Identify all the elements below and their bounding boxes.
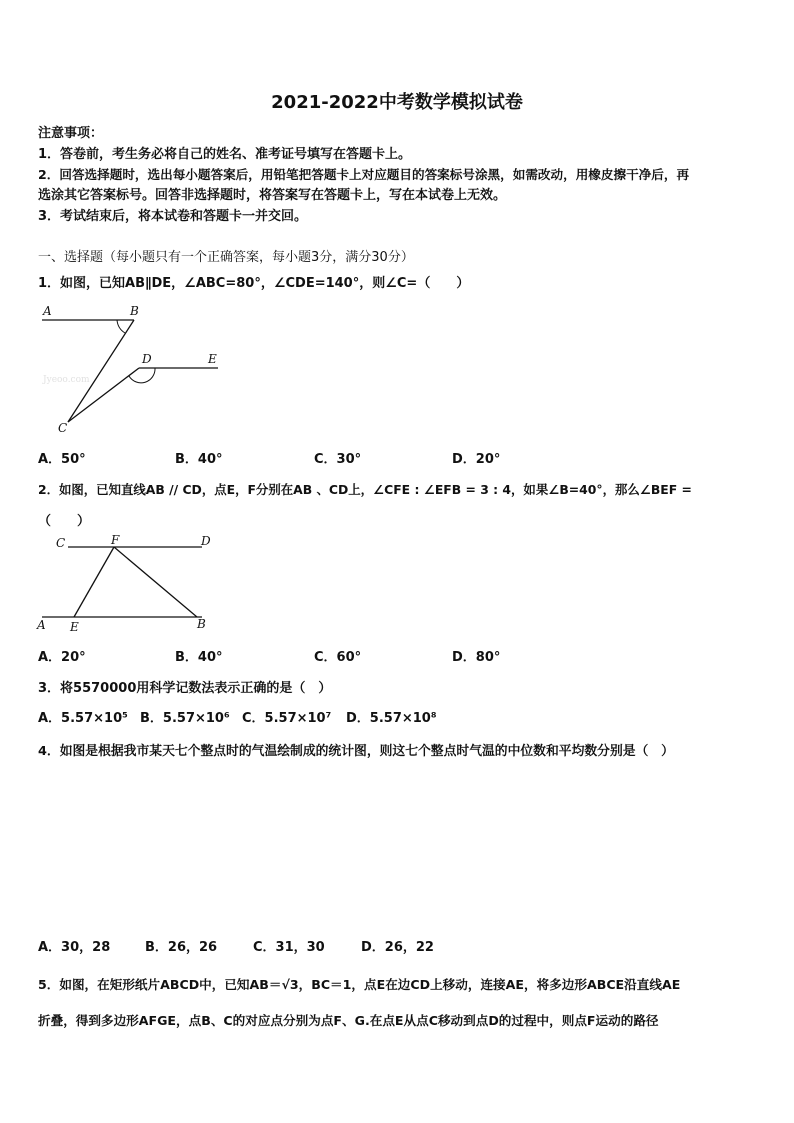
label-d: D <box>142 352 152 366</box>
line-fb <box>114 547 197 617</box>
section-heading: 一、选择题（每小题只有一个正确答案，每小题3分，满分30分） <box>38 250 414 265</box>
label-a: A <box>43 304 52 318</box>
label-f: F <box>111 533 120 547</box>
angle-b-arc <box>117 320 125 333</box>
angle-d-arc <box>129 368 155 383</box>
q1-option-c[interactable]: C．30° <box>314 452 362 467</box>
notice-item-3: 3．考试结束后，将本试卷和答题卡一并交回。 <box>38 209 308 224</box>
q3-option-a[interactable]: A．5.57×10⁵ <box>38 711 128 726</box>
q4-option-c[interactable]: C．31，30 <box>253 940 325 955</box>
q3-option-d[interactable]: D．5.57×10⁸ <box>346 711 437 726</box>
notice-item-2: 2．回答选择题时，选出每小题答案后，用铅笔把答题卡上对应题目的答案标号涂黑，如需改动，用橡皮擦干净后，再 <box>38 167 690 182</box>
q4-option-a[interactable]: A．30，28 <box>38 940 111 955</box>
label-d: D <box>201 534 211 548</box>
q5-stem-line2: 折叠，得到多边形AFGE，点B、C的对应点分别为点F、G.在点E从点C移动到点D的过程中，则点F运动的路径 <box>38 1013 659 1028</box>
q2-option-c[interactable]: C．60° <box>314 650 362 665</box>
q4-option-b[interactable]: B．26，26 <box>145 940 218 955</box>
line-bc <box>68 320 134 422</box>
notice-heading: 注意事项： <box>38 126 104 141</box>
q1-option-d[interactable]: D．20° <box>452 452 501 467</box>
q1-option-a[interactable]: A．50° <box>38 452 86 467</box>
q2-stem-line1: 2．如图，已知直线AB // CD，点E，F分别在AB 、CD上，∠CFE : ∠EFB = 3 : 4，如果∠B=40°，那么∠BEF = <box>38 482 692 497</box>
q2-stem-line2: （ ） <box>38 514 91 529</box>
q2-option-d[interactable]: D．80° <box>452 650 501 665</box>
label-b: B <box>197 617 206 631</box>
q2-option-a[interactable]: A．20° <box>38 650 86 665</box>
q1-stem: 1．如图，已知AB∥DE，∠ABC=80°，∠CDE=140°，则∠C=（ ） <box>38 276 470 291</box>
q3-stem: 3．将5570000用科学记数法表示正确的是（ ） <box>38 681 332 696</box>
q3-option-b[interactable]: B．5.57×10⁶ <box>140 711 230 726</box>
label-c: C <box>58 421 68 435</box>
label-a: A <box>37 618 46 632</box>
q3-option-c[interactable]: C．5.57×10⁷ <box>242 711 332 726</box>
notice-item-1: 1．答卷前，考生务必将自己的姓名、准考证号填写在答题卡上。 <box>38 147 412 162</box>
q4-stem: 4．如图是根据我市某天七个整点时的气温绘制成的统计图，则这七个整点时气温的中位数和平均数分别是（ ） <box>38 744 674 759</box>
line-fe <box>74 547 114 617</box>
q1-figure <box>38 300 228 440</box>
label-b: B <box>130 304 139 318</box>
label-e: E <box>208 352 217 366</box>
label-e: E <box>70 620 79 634</box>
q2-figure <box>34 532 224 637</box>
page-title: 2021-2022中考数学模拟试卷 <box>271 92 523 113</box>
q5-stem-line1: 5．如图，在矩形纸片ABCD中，已知AB＝√3，BC＝1，点E在边CD上移动，连接AE，将多边形ABCE沿直线AE <box>38 977 681 992</box>
q2-option-b[interactable]: B．40° <box>175 650 223 665</box>
notice-item-2-cont: 选涂其它答案标号。回答非选择题时，将答案写在答题卡上，写在本试卷上无效。 <box>38 188 507 203</box>
q4-option-d[interactable]: D．26，22 <box>361 940 434 955</box>
q1-option-b[interactable]: B．40° <box>175 452 223 467</box>
watermark: Jyeoo.com <box>43 375 90 385</box>
label-c: C <box>56 536 66 550</box>
